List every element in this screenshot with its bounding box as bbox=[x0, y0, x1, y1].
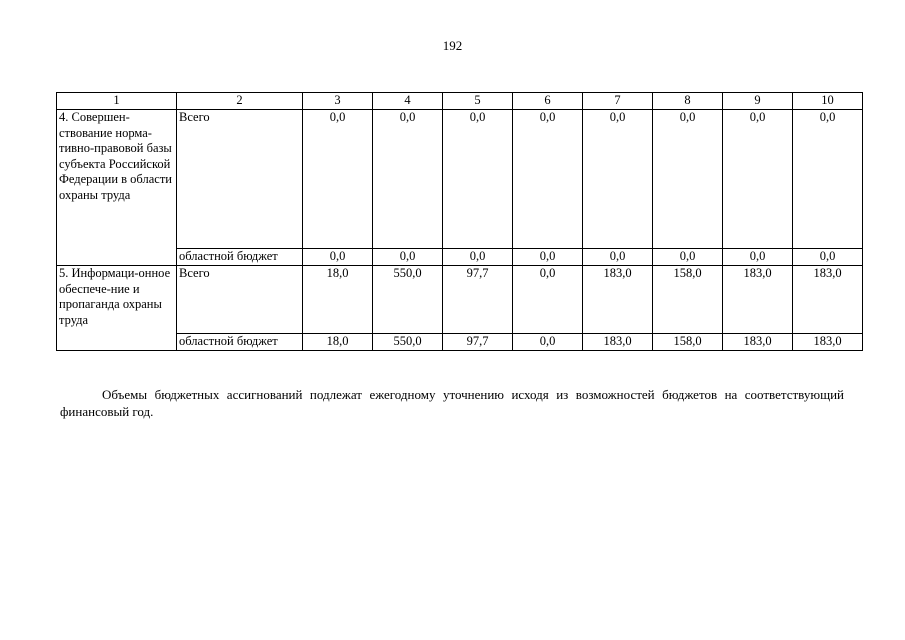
value-cell: 0,0 bbox=[513, 266, 583, 334]
value-cell: 0,0 bbox=[583, 110, 653, 249]
header-cell: 3 bbox=[303, 93, 373, 110]
header-cell: 9 bbox=[723, 93, 793, 110]
budget-note: Объемы бюджетных ассигнований подлежат ежегодному уточнению исходя из возможностей бюджетов на соответствующий финансовый год. bbox=[60, 387, 844, 419]
value-cell: 0,0 bbox=[513, 249, 583, 266]
value-cell: 0,0 bbox=[303, 110, 373, 249]
budget-table bbox=[56, 92, 863, 351]
value-cell: 97,7 bbox=[443, 334, 513, 351]
value-cell: 0,0 bbox=[303, 249, 373, 266]
measure-name-cell: 4. Совершен-ствование норма-тивно-правовой базы субъекта Российской Федерации в области охраны труда bbox=[57, 110, 177, 266]
value-cell: 158,0 bbox=[653, 266, 723, 334]
value-cell: 550,0 bbox=[373, 334, 443, 351]
value-cell: 0,0 bbox=[583, 249, 653, 266]
value-cell: 0,0 bbox=[793, 249, 863, 266]
funding-source-cell: областной бюджет bbox=[177, 249, 303, 266]
table-row bbox=[57, 249, 863, 266]
value-cell: 18,0 bbox=[303, 334, 373, 351]
funding-source-cell: областной бюджет bbox=[177, 334, 303, 351]
value-cell: 0,0 bbox=[653, 110, 723, 249]
value-cell: 183,0 bbox=[583, 266, 653, 334]
value-cell: 18,0 bbox=[303, 266, 373, 334]
header-cell: 4 bbox=[373, 93, 443, 110]
value-cell: 0,0 bbox=[513, 334, 583, 351]
value-cell: 0,0 bbox=[793, 110, 863, 249]
measure-name-cell: 5. Информаци-онное обеспече-ние и пропаганда охраны труда bbox=[57, 266, 177, 351]
header-cell: 2 bbox=[177, 93, 303, 110]
table-row bbox=[57, 110, 863, 249]
funding-source-cell: Всего bbox=[177, 266, 303, 334]
page-number: 192 bbox=[442, 38, 463, 53]
table-row bbox=[57, 334, 863, 351]
value-cell: 183,0 bbox=[723, 334, 793, 351]
header-cell: 8 bbox=[653, 93, 723, 110]
header-cell: 5 bbox=[443, 93, 513, 110]
value-cell: 97,7 bbox=[443, 266, 513, 334]
funding-source-cell: Всего bbox=[177, 110, 303, 249]
value-cell: 183,0 bbox=[793, 334, 863, 351]
value-cell: 158,0 bbox=[653, 334, 723, 351]
value-cell: 0,0 bbox=[373, 249, 443, 266]
header-cell: 1 bbox=[57, 93, 177, 110]
header-cell: 6 bbox=[513, 93, 583, 110]
header-cell: 7 bbox=[583, 93, 653, 110]
header-cell: 10 bbox=[793, 93, 863, 110]
value-cell: 0,0 bbox=[653, 249, 723, 266]
value-cell: 0,0 bbox=[513, 110, 583, 249]
table-header-row bbox=[57, 93, 863, 110]
value-cell: 550,0 bbox=[373, 266, 443, 334]
value-cell: 183,0 bbox=[583, 334, 653, 351]
table-row bbox=[57, 266, 863, 334]
value-cell: 183,0 bbox=[723, 266, 793, 334]
value-cell: 0,0 bbox=[443, 110, 513, 249]
value-cell: 0,0 bbox=[723, 110, 793, 249]
value-cell: 0,0 bbox=[723, 249, 793, 266]
value-cell: 0,0 bbox=[373, 110, 443, 249]
value-cell: 183,0 bbox=[793, 266, 863, 334]
value-cell: 0,0 bbox=[443, 249, 513, 266]
